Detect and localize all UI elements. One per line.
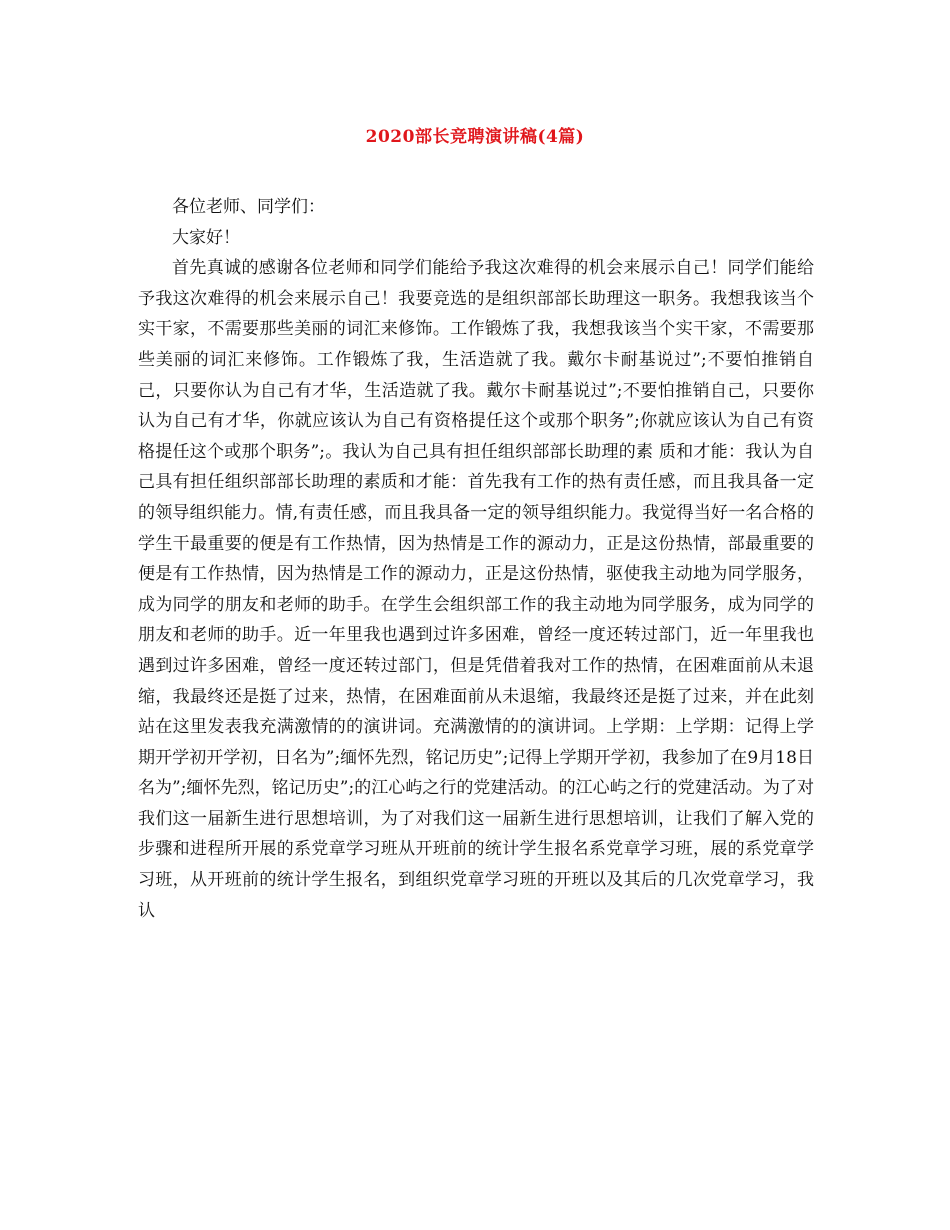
body-paragraph: 首先真诚的感谢各位老师和同学们能给予我这次难得的机会来展示自己！同学们能给予我这次难得的机会来展示自己！我要竞选的是组织部部长助理这一职务。我想我该当个实干家，不需要那些美丽的词汇来修饰。工作锻炼了我，我想我该当个实干家，不需要那些美丽的词汇来修饰。工作锻炼了我，生活造就了我。戴尔卡耐基说过”;不要怕推销自己，只要你认为自己有才华，生活造就了我。戴尔卡耐基说过”;不要怕推销自己，只要你认为自己有才华，你就应该认为自己有资格提任这个或那个职务”;你就应该认为自己有资格提任这个或那个职务”;。我认为自己具有担任组织部部长助理的素 质和才能：我认为自己具有担任组织部部长助理的素质和才能：首先我有工作的热有责任感，而且我具备一定的领导组织能力。情,有责任感，而且我具备一定的领导组织能力。我觉得当好一名合格的学生干最重要的便是有工作热情，因为热情是工作的源动力，正是这份热情，部最重要的便是有工作热情，因为热情是工作的源动力，正是这份热情，驱使我主动地为同学服务，成为同学的朋友和老师的助手。在学生会组织部工作的我主动地为同学服务，成为同学的朋友和老师的助手。近一年里我也遇到过许多困难，曾经一度还转过部门，近一年里我也遇到过许多困难，曾经一度还转过部门，但是凭借着我对工作的热情，在困难面前从未退缩，我最终还是挺了过来，热情，在困难面前从未退缩，我最终还是挺了过来，并在此刻站在这里发表我充满激情的的演讲词。充满激情的的演讲词。上学期：上学期：记得上学期开学初开学初，日名为”;缅怀先烈，铭记历史”;记得上学期开学初，我参加了在9月18日名为”;缅怀先烈，铭记历史”;的江心屿之行的党建活动。的江心屿之行的党建活动。为了对我们这一届新生进行思想培训，为了对我们这一届新生进行思想培训，让我们了解入党的步骤和进程所开展的系党章学习班从开班前的统计学生报名系党章学习班，展的系党章学习班，从开班前的统计学生报名，到组织党章学习班的开班以及其后的几次党章学习，我认	[138, 258, 814, 921]
salutation-paragraph: 各位老师、同学们：	[172, 197, 325, 217]
greeting-paragraph: 大家好！	[172, 227, 240, 248]
document-body	[138, 192, 814, 926]
document-title: 2020部长竞聘演讲稿(4篇)	[365, 127, 585, 147]
